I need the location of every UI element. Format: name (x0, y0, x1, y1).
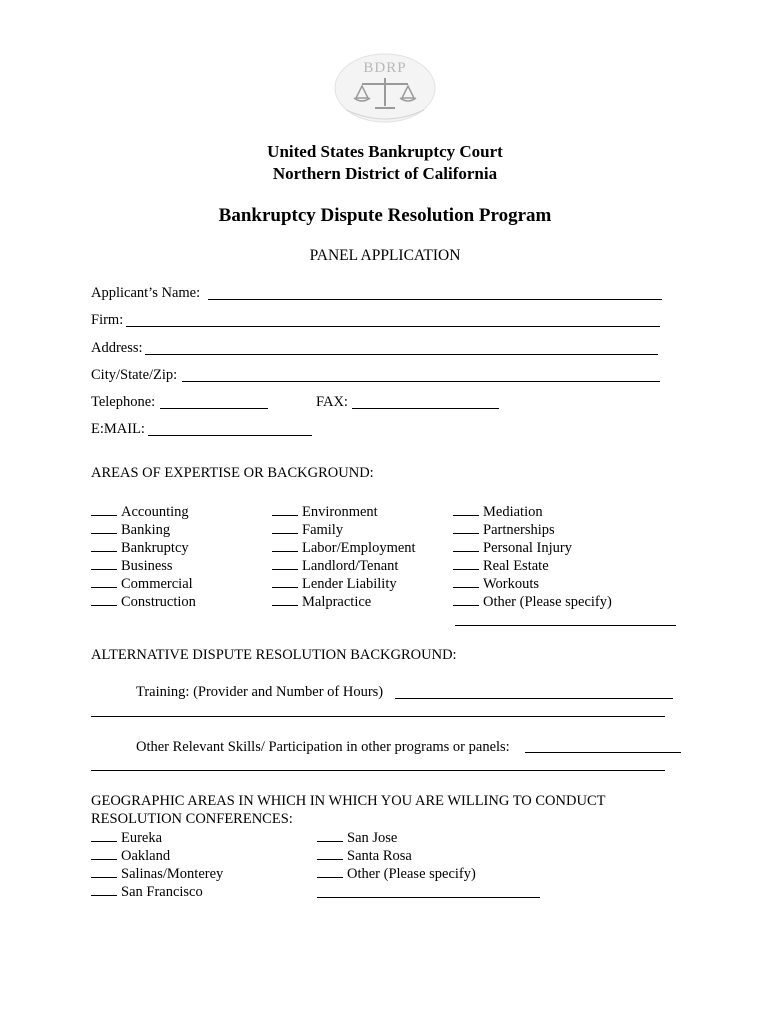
telephone-label: Telephone: (91, 394, 156, 410)
geographic-option[interactable]: Eureka (91, 829, 162, 847)
telephone-field[interactable] (160, 408, 268, 409)
checkbox-blank[interactable] (453, 539, 479, 552)
address-field[interactable] (145, 354, 658, 355)
geographic-option[interactable]: Salinas/Monterey (91, 865, 223, 883)
adr-heading: ALTERNATIVE DISPUTE RESOLUTION BACKGROUND: (91, 647, 457, 663)
expertise-option[interactable]: Lender Liability (272, 575, 397, 593)
checkbox-blank[interactable] (91, 539, 117, 552)
geographic-option[interactable]: San Jose (317, 829, 397, 847)
checkbox-blank[interactable] (453, 503, 479, 516)
scales-of-justice-seal-icon (330, 48, 440, 126)
geographic-option[interactable]: San Francisco (91, 883, 203, 901)
applicant-name-label: Applicant’s Name: (91, 285, 201, 301)
expertise-option[interactable]: Labor/Employment (272, 539, 416, 557)
checkbox-blank[interactable] (317, 829, 343, 842)
checkbox-blank[interactable] (272, 503, 298, 516)
logo-text: BDRP (363, 60, 407, 76)
checkbox-blank[interactable] (91, 557, 117, 570)
other-skills-label: Other Relevant Skills/ Participation in other programs or panels: (136, 739, 510, 755)
expertise-heading: AREAS OF EXPERTISE OR BACKGROUND: (91, 465, 374, 481)
geographic-heading-line2: RESOLUTION CONFERENCES: (91, 811, 293, 827)
address-label: Address: (91, 340, 143, 356)
checkbox-blank[interactable] (91, 847, 117, 860)
expertise-option[interactable]: Banking (91, 521, 170, 539)
expertise-option[interactable]: Malpractice (272, 593, 371, 611)
geographic-other-specify-field[interactable] (317, 897, 540, 898)
expertise-option[interactable]: Family (272, 521, 343, 539)
training-label: Training: (Provider and Number of Hours) (136, 684, 384, 700)
firm-label: Firm: (91, 312, 124, 328)
geographic-heading-line1: GEOGRAPHIC AREAS IN WHICH IN WHICH YOU ARE WILLING TO CONDUCT (91, 793, 606, 809)
other-skills-field[interactable] (525, 752, 681, 753)
checkbox-blank[interactable] (91, 575, 117, 588)
expertise-option[interactable]: Bankruptcy (91, 539, 189, 557)
checkbox-blank[interactable] (272, 539, 298, 552)
checkbox-blank[interactable] (453, 575, 479, 588)
expertise-option[interactable]: Accounting (91, 503, 189, 521)
court-name: United States Bankruptcy Court (267, 142, 503, 161)
checkbox-blank[interactable] (272, 557, 298, 570)
expertise-option[interactable]: Construction (91, 593, 196, 611)
expertise-other-specify-field[interactable] (455, 625, 676, 626)
expertise-option[interactable]: Environment (272, 503, 378, 521)
geographic-option[interactable]: Other (Please specify) (317, 865, 476, 883)
city-state-zip-field[interactable] (182, 381, 660, 382)
checkbox-blank[interactable] (453, 557, 479, 570)
fax-field[interactable] (352, 408, 499, 409)
expertise-option[interactable]: Other (Please specify) (453, 593, 612, 611)
training-field[interactable] (395, 698, 673, 699)
checkbox-blank[interactable] (272, 593, 298, 606)
email-field[interactable] (148, 435, 312, 436)
city-state-zip-label: City/State/Zip: (91, 367, 178, 383)
checkbox-blank[interactable] (272, 575, 298, 588)
checkbox-blank[interactable] (91, 883, 117, 896)
checkbox-blank[interactable] (91, 521, 117, 534)
checkbox-blank[interactable] (91, 503, 117, 516)
expertise-option[interactable]: Commercial (91, 575, 193, 593)
expertise-option[interactable]: Landlord/Tenant (272, 557, 398, 575)
checkbox-blank[interactable] (91, 829, 117, 842)
fax-label: FAX: (316, 394, 348, 410)
district-name: Northern District of California (272, 164, 498, 183)
expertise-option[interactable]: Real Estate (453, 557, 549, 575)
checkbox-blank[interactable] (91, 593, 117, 606)
geographic-option[interactable]: Santa Rosa (317, 847, 412, 865)
training-field-continued[interactable] (91, 716, 665, 717)
checkbox-blank[interactable] (453, 593, 479, 606)
geographic-option[interactable]: Oakland (91, 847, 170, 865)
checkbox-blank[interactable] (272, 521, 298, 534)
expertise-option[interactable]: Workouts (453, 575, 539, 593)
form-title: PANEL APPLICATION (309, 247, 461, 264)
checkbox-blank[interactable] (317, 865, 343, 878)
applicant-name-field[interactable] (208, 299, 662, 300)
checkbox-blank[interactable] (317, 847, 343, 860)
checkbox-blank[interactable] (91, 865, 117, 878)
expertise-option[interactable]: Personal Injury (453, 539, 572, 557)
other-skills-field-continued[interactable] (91, 770, 665, 771)
program-title: Bankruptcy Dispute Resolution Program (218, 205, 552, 226)
email-label: E:MAIL: (91, 421, 145, 437)
checkbox-blank[interactable] (453, 521, 479, 534)
expertise-option[interactable]: Mediation (453, 503, 543, 521)
firm-field[interactable] (126, 326, 660, 327)
expertise-option[interactable]: Business (91, 557, 173, 575)
expertise-option[interactable]: Partnerships (453, 521, 555, 539)
